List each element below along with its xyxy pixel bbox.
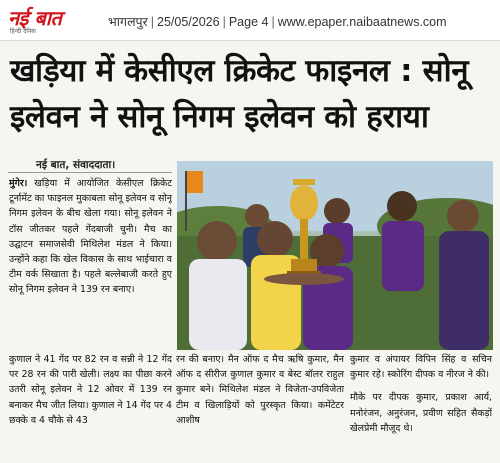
article-dateline: मुंगेर। xyxy=(9,178,28,189)
paragraph-gap xyxy=(350,382,492,390)
headline-line-2: इलेवन ने सोनू निगम इलेवन को हराया xyxy=(10,99,429,135)
article-body-column-2: रन की बनाए। मैन ऑफ द मैच ऋषि कुमार, मैन ऑफ द सीरीज कुणाल कुमार व बेस्ट बॉलर राहुल कुमार बने। मिथिलेश मंडल ने विजेता-उपविजेता टीम व खिलाड़ियों को पुरस्कृत किया। कमेंटेटर आशीष xyxy=(176,354,344,426)
website-link[interactable]: www.epaper.naibaatnews.com xyxy=(277,15,447,29)
team-trophy-photo-illustration xyxy=(177,161,493,350)
article-headline xyxy=(10,48,495,140)
edition-meta xyxy=(108,13,447,30)
article-body-column-3 xyxy=(350,352,492,462)
byline-divider xyxy=(8,172,172,173)
article-body-top xyxy=(9,176,172,356)
separator: | xyxy=(222,15,226,29)
logo-tagline: हिन्दी दैनिक xyxy=(10,28,36,35)
masthead xyxy=(0,0,500,41)
article-body-top-text: खड़िया में आयोजित केसीएल क्रिकेट टूर्नामेंट का फाइनल मुकाबला सोनू इलेवन व सोनू निगम इलेवन के बीच खेला गया। सोनू इलेवन ने टॉस जीतकर पहले गेंदबाजी चुनी। मैच का उद्घाटन समाजसेवी मिथिलेश मंडल ने किया। उन्होंने कहा कि खेल विकास के साथ भाईचारा व टीम वर्क सिखाता है। पहले बल्लेबाजी करते हुए सोनू निगम इलेवन ने 139 रन बनाए। xyxy=(9,178,172,296)
headline-line-1: खड़िया में केसीएल क्रिकेट फाइनल : सोनू xyxy=(10,53,469,89)
edition-city: भागलपुर xyxy=(108,15,148,29)
page-number: Page 4 xyxy=(228,15,269,29)
article-byline: नई बात, संवाददाता। xyxy=(36,159,116,171)
separator: | xyxy=(150,15,155,29)
article-body-column-3-top: कुमार व अंपायर विपिन सिंह व सचिन कुमार रहे। स्कोरिंग दीपक व नीरज ने की। xyxy=(350,354,492,381)
article-body-column-3-bottom: मौके पर दीपक कुमार, प्रकाश आर्य, मनोरंजन, अनुरंजन, प्रवीण सहित सैकड़ों खेलप्रेमी मौजूद थे। xyxy=(350,392,492,434)
separator: | xyxy=(271,15,275,29)
newspaper-logo: नई बात xyxy=(8,6,62,30)
news-photo xyxy=(177,161,493,350)
edition-date: 25/05/2026 xyxy=(157,15,220,29)
article-body-column-1: कुणाल ने 41 गेंद पर 82 रन व सन्नी ने 12 गेंद पर 28 रन की पारी खेली। लक्ष्य का पीछा करने उतरी सोनू इलेवन ने 12 ओवर में 139 रन बनाकर मैच जीत लिया। कुणाल ने 14 गेंद पर 4 छक्के व 4 चौके से 43 xyxy=(9,354,172,426)
